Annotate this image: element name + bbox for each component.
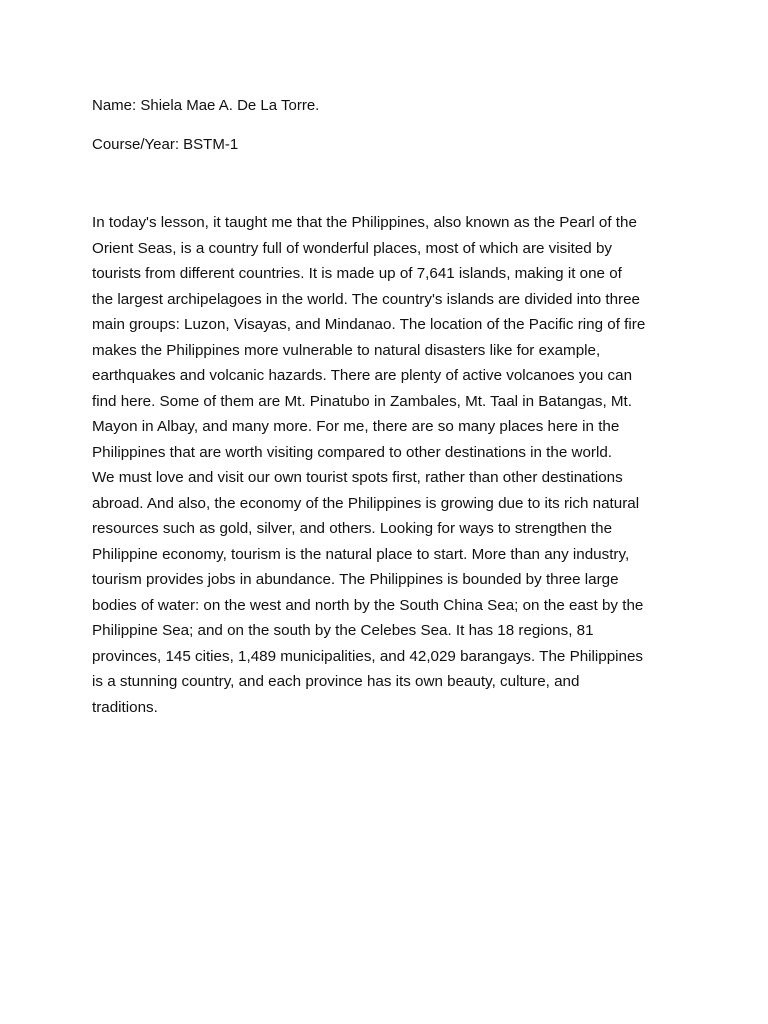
essay-line: provinces, 145 cities, 1,489 municipalities, and 42,029 barangays. The Philippines [92, 647, 644, 665]
essay-line: main groups: Luzon, Visayas, and Mindanao. The location of the Pacific ring of fire [92, 316, 646, 333]
student-name-line [92, 96, 319, 116]
essay-line: In today's lesson, it taught me that the Philippines, also known as the Pearl of the [92, 214, 637, 231]
essay-line: Philippine Sea; and on the south by the Celebes Sea. It has 18 regions, 81 [92, 622, 594, 639]
name-label: Name: [92, 97, 137, 114]
course-year-line [92, 135, 238, 155]
essay-line: Philippine economy, tourism is the natural place to start. More than any industry, [92, 545, 630, 563]
course-label: Course/Year: [92, 136, 179, 153]
course-value: BSTM-1 [179, 136, 239, 153]
essay-line: Philippines that are worth visiting compared to other destinations in the world. [92, 443, 613, 461]
essay-line: earthquakes and volcanic hazards. There are plenty of active volcanoes you can [92, 367, 633, 384]
essay-line: is a stunning country, and each province has its own beauty, culture, and [92, 673, 580, 690]
essay-line: abroad. And also, the economy of the Philippines is growing due to its rich natural [92, 494, 640, 512]
essay-line: tourists from different countries. It is made up of 7,641 islands, making it one of [92, 265, 622, 282]
essay-line: the largest archipelagoes in the world. The country's islands are divided into three [92, 290, 640, 308]
essay-line: We must love and visit our own tourist spots first, rather than other destinations [92, 469, 623, 486]
essay-line: bodies of water: on the west and north by the South China Sea; on the east by the [92, 596, 644, 614]
essay-line: tourism provides jobs in abundance. The Philippines is bounded by three large [92, 571, 619, 588]
essay-line: makes the Philippines more vulnerable to natural disasters like for example, [92, 341, 601, 359]
essay-paragraph [92, 210, 692, 720]
name-value: Shiela Mae A. De La Torre. [136, 97, 320, 114]
essay-line: Mayon in Albay, and many more. For me, there are so many places here in the [92, 418, 620, 435]
essay-line: Orient Seas, is a country full of wonderful places, most of which are visited by [92, 239, 612, 257]
essay-line: resources such as gold, silver, and others. Looking for ways to strengthen the [92, 520, 613, 537]
essay-line: traditions. [92, 698, 158, 716]
essay-line: find here. Some of them are Mt. Pinatubo in Zambales, Mt. Taal in Batangas, Mt. [92, 392, 632, 410]
